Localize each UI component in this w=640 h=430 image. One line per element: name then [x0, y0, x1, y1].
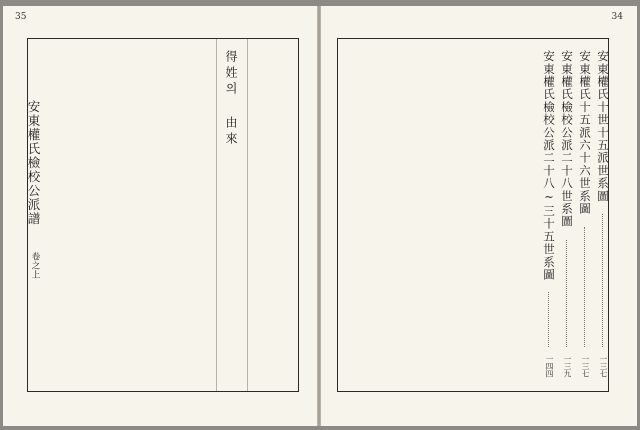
toc-page-number: 一三九 [563, 355, 572, 378]
toc-page-number: 一三七 [581, 355, 590, 378]
column-divider [247, 39, 248, 391]
page-number: 35 [15, 12, 27, 22]
toc-page-number: 一四四 [545, 355, 554, 378]
dot-leader [548, 292, 549, 347]
book-title: 安東權氏檢校公派譜 [26, 100, 41, 226]
toc-entry: 安東權氏十五派六十六世系圖 [578, 50, 592, 216]
section-title: 得姓의 由來 [224, 50, 238, 148]
text-frame [27, 38, 299, 392]
dot-leader [566, 240, 567, 347]
left-page [3, 6, 317, 426]
volume-mark: 卷之上 [30, 252, 40, 279]
toc-page-number: 一三七 [599, 355, 608, 378]
toc-entry: 安東權氏檢校公派二十八∼三十五世系圖 [542, 50, 556, 282]
toc-entry: 安東權氏檢校公派二十八世系圖 [560, 50, 574, 228]
right-page [321, 6, 637, 426]
column-divider [216, 39, 217, 391]
dot-leader [584, 227, 585, 347]
dot-leader [602, 214, 603, 347]
toc-entry: 安東權氏十世十五派世系圖 [596, 50, 610, 203]
page-number: 34 [611, 12, 623, 22]
